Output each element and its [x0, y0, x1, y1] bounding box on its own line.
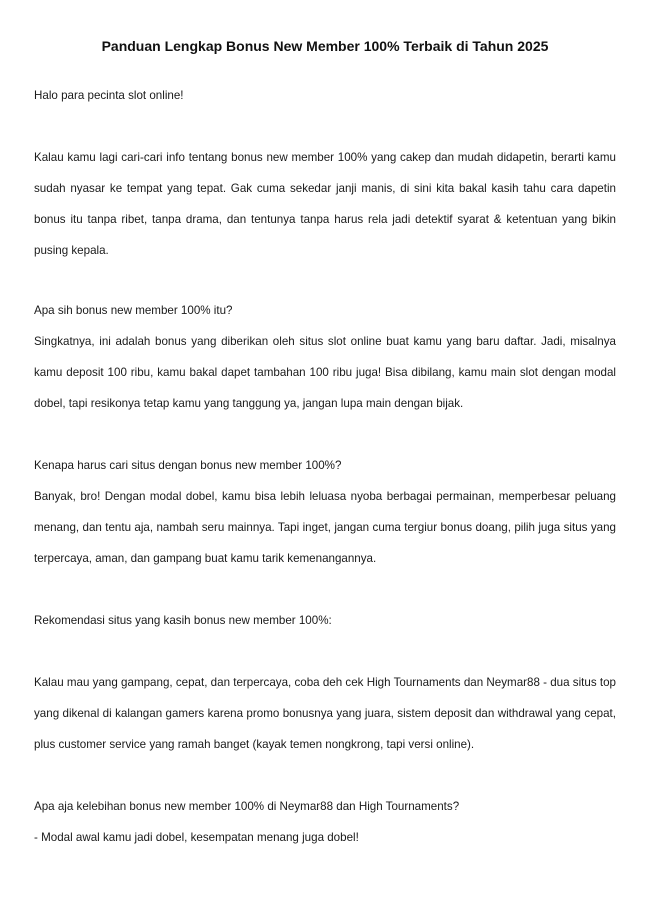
- paragraph-recommendation: Kalau mau yang gampang, cepat, dan terpercaya, coba deh cek High Tournaments dan Neymar88 - dua situs top yang dikenal di kalangan gamers karena promo bonusnya yang juara, sistem deposit dan withdrawal yang cepat, plus customer service yang ramah banget (kayak temen nongkrong, tapi versi online).: [34, 676, 616, 751]
- heading-recommendation: Rekomendasi situs yang kasih bonus new member 100%:: [34, 614, 332, 627]
- paragraph-why-bonus: Banyak, bro! Dengan modal dobel, kamu bisa lebih leluasa nyoba berbagai permainan, memperbesar peluang menang, dan tentu aja, nambah seru mainnya. Tapi inget, jangan cuma tergiur bonus doang, pilih juga situs yang terpercaya, aman, dan gampang buat kamu tarik kemenangannya.: [34, 490, 616, 565]
- heading-advantages: Apa aja kelebihan bonus new member 100% di Neymar88 dan High Tournaments?: [34, 800, 460, 813]
- document-title: Panduan Lengkap Bonus New Member 100% Terbaik di Tahun 2025: [101, 38, 549, 54]
- list-item-advantage: - Modal awal kamu jadi dobel, kesempatan menang juga dobel!: [34, 831, 359, 844]
- heading-why-bonus: Kenapa harus cari situs dengan bonus new member 100%?: [34, 459, 342, 472]
- paragraph-intro: Kalau kamu lagi cari-cari info tentang bonus new member 100% yang cakep dan mudah didapetin, berarti kamu sudah nyasar ke tempat yang tepat. Gak cuma sekedar janji manis, di sini kita bakal kasih tahu cara dapetin bonus itu tanpa ribet, tanpa drama, dan tentunya tanpa harus rela jadi detektif syarat & ketentuan yang bikin pusing kepala.: [34, 151, 616, 257]
- heading-what-is-bonus: Apa sih bonus new member 100% itu?: [34, 304, 233, 317]
- paragraph-greeting: Halo para pecinta slot online!: [34, 89, 184, 102]
- paragraph-what-is-bonus: Singkatnya, ini adalah bonus yang diberikan oleh situs slot online buat kamu yang baru daftar. Jadi, misalnya kamu deposit 100 ribu, kamu bakal dapet tambahan 100 ribu juga! Bisa dibilang, kamu main slot dengan modal dobel, tapi resikonya tetap kamu yang tanggung ya, jangan lupa main dengan bijak.: [34, 335, 616, 410]
